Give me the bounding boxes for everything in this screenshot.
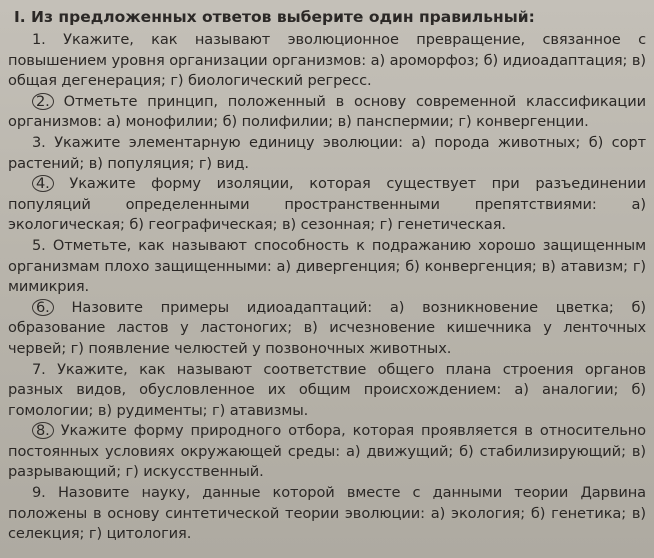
question-number: 3. <box>32 133 46 151</box>
question-number: 1. <box>32 31 46 48</box>
question-number-circled: 4. <box>32 175 54 192</box>
question-text: Отметьте принцип, положенный в основу современной классификации организмов: а) монофилии; б) полифилии; в) панспермии; г) конвергенции. <box>8 92 647 131</box>
question-7 <box>8 360 646 422</box>
question-6 <box>8 298 646 360</box>
question-text: Назовите науку, данные которой вместе с данными теории Дарвина положены в основу синтетической теории эволюции: а) экология; б) генетика; в) селекция; г) цитология. <box>8 484 646 543</box>
question-number: 7. <box>32 360 46 378</box>
question-text: Укажите форму природного отбора, которая проявляется в относительно постоянных условиях окружающей среды: а) движущий; б) стабилизирующий; в) разрывающий; г) искусственный. <box>8 422 646 481</box>
question-text: Укажите форму изоляции, которая существует при разъединении популяций определенными пространственными препятствиями: а) экологическая; б) географическая; в) сезонная; г) генетическая. <box>8 175 646 234</box>
question-number-circled: 2. <box>32 93 54 110</box>
question-text: Укажите элементарную единицу эволюции: а) порода животных; б) сорт растений; в) популяция; г) вид. <box>8 133 646 172</box>
question-8 <box>8 421 646 483</box>
question-1 <box>8 30 646 92</box>
question-4 <box>8 174 646 236</box>
question-number-circled: 6. <box>32 299 54 316</box>
question-text: Отметьте, как называют способность к подражанию хорошо защищенным организмам плохо защищенными: а) дивергенция; б) конвергенция; в) атавизм; г) мимикрия. <box>8 236 646 296</box>
question-number: 9. <box>32 484 46 502</box>
question-5 <box>8 236 646 298</box>
question-9 <box>8 483 646 545</box>
question-text: Укажите, как называют эволюционное превращение, связанное с повышением уровня организации организмов: а) ароморфоз; б) идиоадаптация; в) общая дегенерация; г) биологический регресс. <box>8 31 646 90</box>
section-heading: I. Из предложенных ответов выберите один правильный: <box>14 8 535 26</box>
question-text: Назовите примеры идиоадаптаций: а) возникновение цветка; б) образование ластов у ластоногих; в) исчезновение кишечника у ленточных червей; г) появление челюстей у позвоночных животных. <box>8 298 646 357</box>
question-text: Укажите, как называют соответствие общего плана строения органов разных видов, обусловленное их общим происхождением: а) аналогии; б) гомологии; в) рудименты; г) атавизмы. <box>8 360 646 419</box>
question-2 <box>8 92 646 133</box>
question-number: 5. <box>32 236 46 254</box>
question-3 <box>8 133 646 174</box>
question-number-circled: 8. <box>32 422 54 439</box>
